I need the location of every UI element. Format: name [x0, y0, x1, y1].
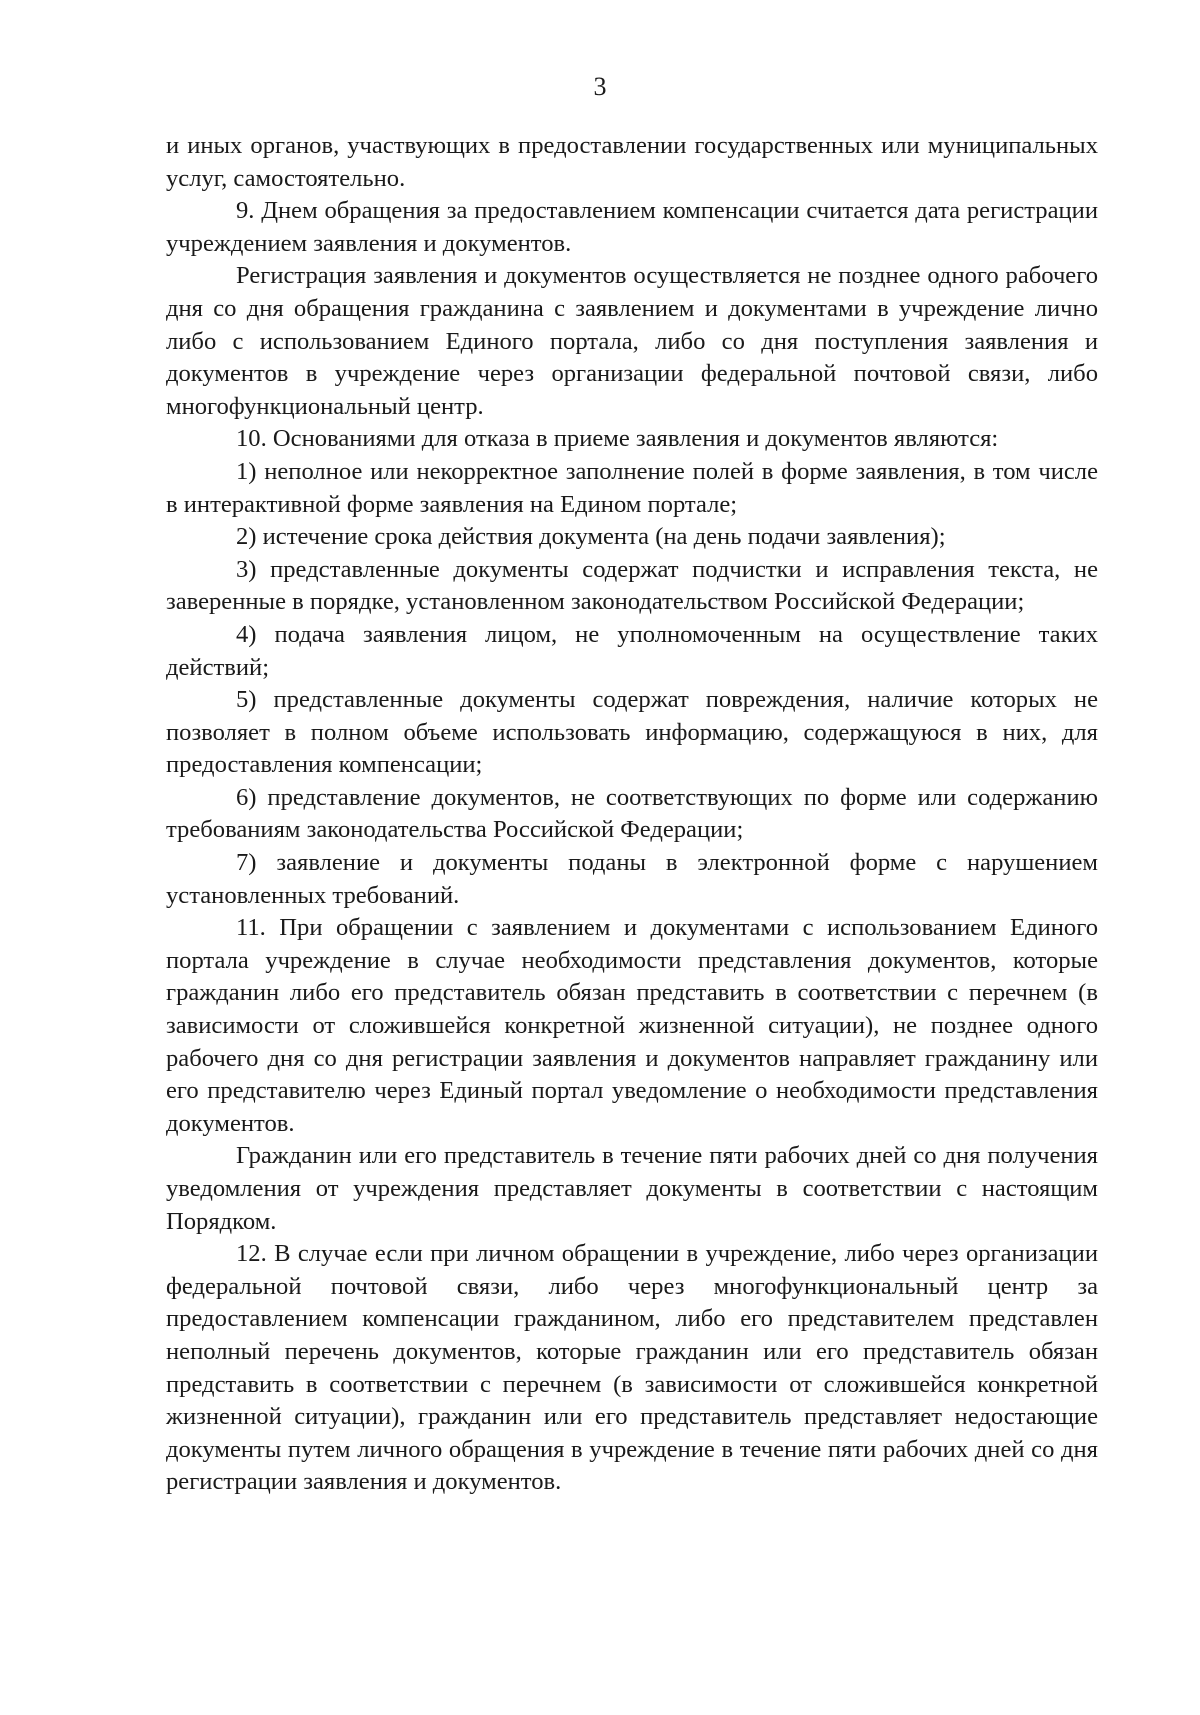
paragraph-item-12: 12. В случае если при личном обращении в учреждение, либо через организации федеральной почтовой связи, либо через многофункциональный центр за предоставлением компенсации гражданином, либо его представителем представлен неполный перечень документов, которые гражданин или его представитель обязан представить в соответствии с перечнем (в зависимости от сложившейся конкретной жизненной ситуации), гражданин или его представитель представляет недостающие документы путем личного обращения в учреждение в течение пяти рабочих дней со дня регистрации заявления и документов.: [166, 1240, 1098, 1496]
paragraph-notification: Гражданин или его представитель в течение пяти рабочих дней со дня получения уведомления от учреждения представляет документы в соответствии с настоящим Порядком.: [166, 1142, 1098, 1235]
list-item-7: 7) заявление и документы поданы в электронной форме с нарушением установленных требований.: [166, 849, 1098, 909]
paragraph-item-11: 11. При обращении с заявлением и документами с использованием Единого портала учреждение в случае необходимости представления документов, которые гражданин либо его представитель обязан представить в соответствии с перечнем (в зависимости от сложившейся конкретной жизненной ситуации), не позднее одного рабочего дня со дня регистрации заявления и документов направляет гражданину или его представителю через Единый портал уведомление о необходимости представления документов.: [166, 914, 1098, 1137]
list-item-4: 4) подача заявления лицом, не уполномоченным на осуществление таких действий;: [166, 620, 1098, 681]
paragraph-item-10: 10. Основаниями для отказа в приеме заявления и документов являются:: [236, 425, 999, 453]
page-number: 3: [593, 72, 607, 101]
list-item-2: 2) истечение срока действия документа (на день подачи заявления);: [236, 523, 946, 551]
list-item-5: 5) представленные документы содержат повреждения, наличие которых не позволяет в полном объеме использовать информацию, содержащуюся в них, для предоставления компенсации;: [166, 686, 1098, 779]
paragraph-continuation: и иных органов, участвующих в предоставлении государственных или муниципальных услуг, самостоятельно.: [166, 132, 1098, 192]
list-item-1: 1) неполное или некорректное заполнение полей в форме заявления, в том числе в интерактивной форме заявления на Едином портале;: [166, 457, 1098, 518]
list-item-6: 6) представление документов, не соответствующих по форме или содержанию требованиям законодательства Российской Федерации;: [166, 783, 1098, 844]
document-body: [166, 130, 1098, 1499]
list-item-3: 3) представленные документы содержат подчистки и исправления текста, не заверенные в порядке, установленном законодательством Российской Федерации;: [166, 555, 1098, 616]
paragraph-item-9: 9. Днем обращения за предоставлением компенсации считается дата регистрации учреждением заявления и документов.: [166, 197, 1098, 257]
paragraph-registration: Регистрация заявления и документов осуществляется не позднее одного рабочего дня со дня обращения гражданина с заявлением и документами в учреждение лично либо с использованием Единого портала, либо со дня поступления заявления и документов в учреждение через организации федеральной почтовой связи, либо многофункциональный центр.: [166, 262, 1098, 420]
